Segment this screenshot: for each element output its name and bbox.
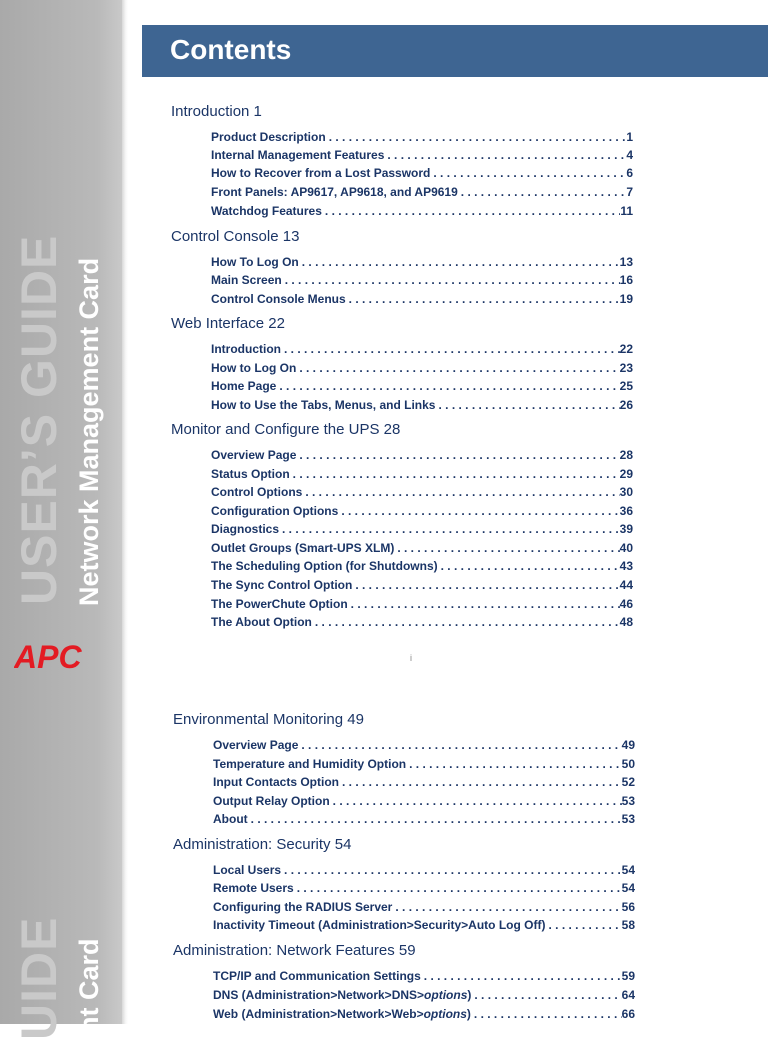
toc-entry[interactable]: [211, 502, 633, 518]
toc-entry-page: 4: [626, 148, 633, 162]
toc-entry[interactable]: [211, 446, 633, 462]
toc-entry-label-text: Temperature and Humidity Option: [213, 757, 407, 771]
dot-leader: [348, 597, 620, 611]
toc-entry-label-italic: options: [424, 988, 468, 1002]
toc-entry-page: 50: [621, 757, 635, 771]
toc-entry-label-text: Main Screen: [211, 273, 282, 287]
toc-entry-label: [213, 988, 471, 1002]
toc-entry-page: 64: [621, 988, 635, 1002]
toc-entry-page: 54: [621, 881, 635, 895]
toc-entry-label-text: Watchdog Features: [211, 204, 322, 218]
toc-entry[interactable]: [211, 483, 633, 499]
toc-entry-label: [211, 379, 276, 393]
toc-entry-label-text: Product Description: [211, 130, 326, 144]
dot-leader: [392, 900, 621, 914]
toc-entry[interactable]: [211, 128, 633, 144]
toc-entry-label: [211, 504, 338, 518]
toc-entry-label: [213, 1007, 471, 1021]
dot-leader: [279, 522, 620, 536]
section-heading: Introduction 1: [171, 103, 262, 120]
dot-leader: [338, 504, 619, 518]
toc-entry[interactable]: [213, 861, 635, 877]
dot-leader: [430, 166, 626, 180]
toc-entry-label-text: Introduction: [211, 342, 281, 356]
toc-entry-label-text: Front Panels: AP9617, AP9618, and AP9619: [211, 185, 458, 199]
card-title: Network Management Card: [74, 257, 104, 606]
toc-entry[interactable]: [213, 773, 635, 789]
toc-entry-label-text: Input Contacts Option: [213, 775, 339, 789]
toc-entry[interactable]: [211, 164, 633, 180]
toc-entry[interactable]: [211, 396, 633, 412]
toc-entry[interactable]: [213, 898, 635, 914]
toc-entry-page: 46: [619, 597, 633, 611]
toc-entry-page: 1: [626, 130, 633, 144]
toc-entry-label: [211, 485, 302, 499]
dot-leader: [438, 559, 620, 573]
toc-entry-label: [213, 918, 545, 932]
toc-entry-page: 36: [619, 504, 633, 518]
toc-entry[interactable]: [211, 253, 633, 269]
toc-entry-page: 25: [619, 379, 633, 393]
toc-entry-page: 58: [621, 918, 635, 932]
page-title: Contents: [170, 34, 292, 65]
toc-entry-label-end: ): [467, 988, 472, 1002]
toc-entry-label: [213, 969, 421, 983]
toc-entry[interactable]: [211, 520, 633, 536]
toc-entry[interactable]: [213, 810, 635, 826]
dot-leader: [421, 969, 622, 983]
dot-leader: [394, 541, 619, 555]
toc-entry-label-text: The Scheduling Option (for Shutdowns): [211, 559, 438, 573]
dot-leader: [290, 467, 620, 481]
toc-entry-label: [213, 738, 298, 752]
dot-leader: [458, 185, 627, 199]
toc-entry[interactable]: [213, 879, 635, 895]
toc-entry-label-text: Outlet Groups (Smart-UPS XLM): [211, 541, 395, 555]
toc-entry-page: 53: [621, 794, 635, 808]
dot-leader: [330, 794, 622, 808]
card-title-partial: ent Card: [74, 938, 104, 1048]
toc-entry-page: 11: [620, 204, 633, 218]
dot-leader: [471, 988, 621, 1002]
toc-entry-label-text: Overview Page: [213, 738, 299, 752]
toc-entry-label-text: Control Options: [211, 485, 303, 499]
toc-entry-page: 53: [621, 812, 635, 826]
toc-entry[interactable]: [211, 359, 633, 375]
dot-leader: [276, 379, 619, 393]
toc-entry-page: 48: [619, 615, 633, 629]
toc-entry[interactable]: [211, 539, 633, 555]
toc-entry[interactable]: [211, 183, 633, 199]
toc-entry-label: [211, 398, 435, 412]
toc-entry-label-text: Home Page: [211, 379, 277, 393]
toc-entry[interactable]: [213, 967, 635, 983]
dot-leader: [296, 448, 619, 462]
toc-entry-label-text: Internal Management Features: [211, 148, 385, 162]
dot-leader: [384, 148, 626, 162]
toc-entry-page: 6: [626, 166, 633, 180]
toc-entry-label: [213, 812, 248, 826]
toc-entry-label-text: Status Option: [211, 467, 290, 481]
toc-entry[interactable]: [213, 986, 635, 1002]
toc-entry[interactable]: [211, 146, 633, 162]
dot-leader: [294, 881, 622, 895]
dot-leader: [406, 757, 622, 771]
dot-leader: [352, 578, 619, 592]
toc-entry-page: 22: [619, 342, 633, 356]
toc-entry-label-text: The About Option: [211, 615, 312, 629]
toc-entry-label: [211, 204, 322, 218]
toc-entry-page: 19: [619, 292, 633, 306]
toc-entry-page: 28: [619, 448, 633, 462]
toc-entry-page: 59: [621, 969, 635, 983]
toc-entry[interactable]: [211, 465, 633, 481]
section-heading: Monitor and Configure the UPS 28: [171, 421, 401, 438]
dot-leader: [248, 812, 622, 826]
toc-entry-label-text: TCP/IP and Communication Settings: [213, 969, 421, 983]
toc-entry-label-text: DNS (Administration>Network>DNS>: [213, 988, 425, 1002]
toc-entry-label-text: Inactivity Timeout (Administration>Security>Auto Log Off): [213, 918, 546, 932]
section-heading: Administration: Network Features 59: [173, 942, 416, 959]
toc-entry-label: [211, 130, 326, 144]
toc-entry[interactable]: [213, 736, 635, 752]
toc-entry[interactable]: [211, 377, 633, 393]
toc-entry-page: 44: [619, 578, 633, 592]
toc-entry-label: [211, 559, 438, 573]
toc-entry-label: [211, 148, 384, 162]
toc-entry-label-text: Web (Administration>Network>Web>: [213, 1007, 424, 1021]
section-heading: Control Console 13: [171, 228, 300, 245]
dot-leader: [339, 775, 622, 789]
toc-entry-page: 56: [621, 900, 635, 914]
dot-leader: [299, 255, 620, 269]
dot-leader: [346, 292, 620, 306]
dot-leader: [302, 485, 619, 499]
toc-entry-label: [213, 775, 339, 789]
apc-logo: [14, 640, 102, 672]
toc-entry-page: 13: [619, 255, 633, 269]
toc-entry[interactable]: [213, 755, 635, 771]
dot-leader: [312, 615, 620, 629]
section-heading: Administration: Security 54: [173, 836, 352, 853]
toc-entry-label: [211, 273, 282, 287]
toc-entry-page: 43: [619, 559, 633, 573]
toc-entry-label: [213, 900, 392, 914]
dot-leader: [435, 398, 619, 412]
toc-entry-page: 26: [619, 398, 633, 412]
toc-entry-label: [211, 615, 312, 629]
toc-entry[interactable]: [211, 576, 633, 592]
toc-entry-page: 39: [619, 522, 633, 536]
toc-entry-label: [211, 185, 458, 199]
toc-entry-page: 7: [626, 185, 633, 199]
toc-entry[interactable]: [213, 916, 635, 932]
toc-entry-page: 16: [619, 273, 633, 287]
toc-entry-label: [211, 541, 394, 555]
toc-entry[interactable]: [211, 557, 633, 573]
sidebar-edge: [122, 0, 128, 1024]
toc-entry-label-text: The PowerChute Option: [211, 597, 348, 611]
toc-entry[interactable]: [211, 613, 633, 629]
section-heading: Environmental Monitoring 49: [173, 711, 364, 728]
toc-entry-label: [213, 863, 281, 877]
toc-entry-label: [213, 881, 294, 895]
toc-entry-label: [211, 255, 299, 269]
toc-entry-label: [211, 361, 296, 375]
toc-entry[interactable]: [211, 271, 633, 287]
toc-entry-label-text: Local Users: [213, 863, 282, 877]
toc-entry[interactable]: [211, 340, 633, 356]
dot-leader: [298, 738, 621, 752]
toc-entry-page: 52: [621, 775, 635, 789]
guide-title: USER’S GUIDE: [11, 234, 67, 605]
toc-entry-page: 29: [619, 467, 633, 481]
toc-entry-page: 23: [619, 361, 633, 375]
toc-entry-page: 40: [619, 541, 633, 555]
dot-leader: [282, 273, 620, 287]
toc-entry-page: 54: [621, 863, 635, 877]
toc-entry-label-text: Overview Page: [211, 448, 297, 462]
toc-entry-label-text: How to Recover from a Lost Password: [211, 166, 431, 180]
toc-entry-label: [211, 597, 348, 611]
dot-leader: [281, 342, 620, 356]
sidebar: [0, 0, 122, 1048]
toc-entry[interactable]: [211, 290, 633, 306]
toc-entry-label: [211, 166, 430, 180]
section-heading: Web Interface 22: [171, 315, 285, 332]
toc-entry-label: [211, 448, 296, 462]
toc-entry-label: [211, 467, 290, 481]
toc-entry-page: 66: [621, 1007, 635, 1021]
toc-entry-label-text: How To Log On: [211, 255, 299, 269]
toc-entry-page: 49: [621, 738, 635, 752]
apc-logo-text: APC: [14, 640, 82, 672]
toc-entry-label-end: ): [466, 1007, 471, 1021]
toc-entry-label-text: How to Use the Tabs, Menus, and Links: [211, 398, 436, 412]
dot-leader: [326, 130, 627, 144]
toc-entry-label-text: Remote Users: [213, 881, 294, 895]
toc-entry-label: [213, 757, 406, 771]
toc-entry-label-text: How to Log On: [211, 361, 297, 375]
dot-leader: [322, 204, 620, 218]
toc-entry-label-text: About: [213, 812, 248, 826]
toc-entry-label-text: Output Relay Option: [213, 794, 330, 808]
page-marker: i: [410, 653, 412, 663]
toc-entry[interactable]: [213, 792, 635, 808]
toc-entry-page: 30: [619, 485, 633, 499]
toc-entry-label: [211, 342, 281, 356]
toc-entry-label-text: Configuring the RADIUS Server: [213, 900, 393, 914]
toc-entry-label-italic: options: [423, 1007, 467, 1021]
guide-title-partial: UIDE: [11, 916, 67, 1040]
toc-entry-label: [211, 292, 346, 306]
toc-entry[interactable]: [211, 595, 633, 611]
toc-entry[interactable]: [211, 202, 633, 218]
toc-entry[interactable]: [213, 1005, 635, 1021]
toc-entry-label: [211, 522, 279, 536]
dot-leader: [296, 361, 619, 375]
contents-header: [142, 25, 768, 77]
dot-leader: [471, 1007, 622, 1021]
dot-leader: [545, 918, 621, 932]
dot-leader: [281, 863, 622, 877]
toc-entry-label-text: Diagnostics: [211, 522, 280, 536]
toc-entry-label: [213, 794, 330, 808]
toc-entry-label-text: Configuration Options: [211, 504, 339, 518]
toc-entry-label-text: The Sync Control Option: [211, 578, 353, 592]
toc-entry-label-text: Control Console Menus: [211, 292, 346, 306]
toc-entry-label: [211, 578, 352, 592]
